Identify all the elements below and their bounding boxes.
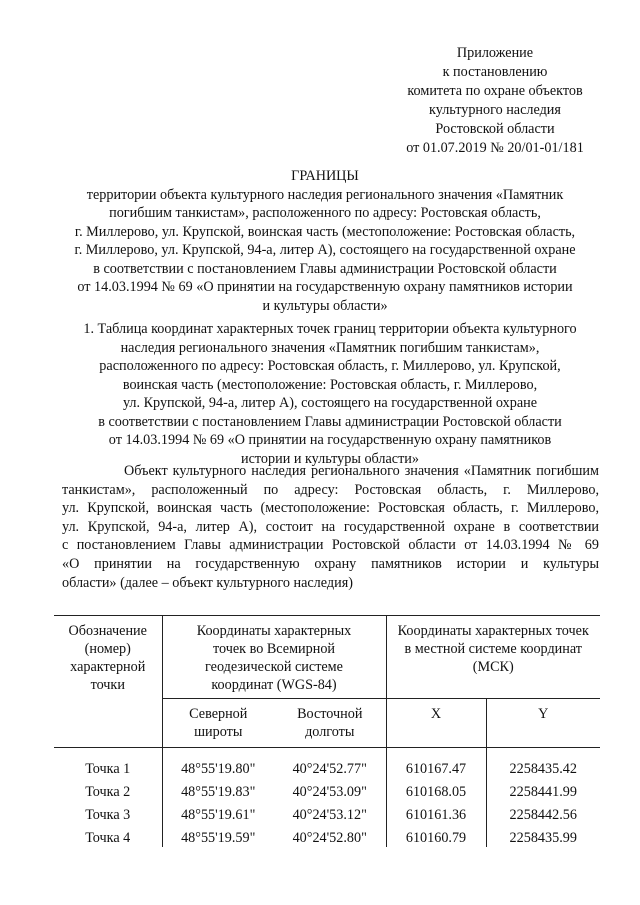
x-cell: 610167.47 bbox=[386, 748, 486, 779]
appendix-line: от 01.07.2019 № 20/01-01/181 bbox=[406, 140, 584, 156]
table-row bbox=[54, 801, 600, 824]
title-line: и культуры области» bbox=[262, 297, 388, 314]
paragraph-line: Объект культурного наследия регионального значения «Памятник погибшим bbox=[124, 463, 599, 479]
paragraph-line: с постановлением Главы администрации Ростовской области от 14.03.1994 № 69 bbox=[62, 537, 599, 554]
paragraph-line: области» (далее – объект культурного наследия) bbox=[62, 574, 353, 591]
table-caption bbox=[50, 320, 610, 468]
x-header: X bbox=[386, 699, 486, 748]
x-cell: 610168.05 bbox=[386, 778, 486, 801]
paragraph-line: ул. Крупской, воинская часть (местоположение: Ростовская область, г. Миллерово, bbox=[62, 500, 599, 517]
point-designation-header: Обозначение (номер) характерной точки bbox=[54, 616, 162, 748]
point-cell: Точка 1 bbox=[54, 748, 162, 779]
latitude-cell: 48°55'19.83" bbox=[162, 778, 274, 801]
caption-line: 1. Таблица координат характерных точек границ территории объекта культурного bbox=[83, 321, 577, 337]
title-line: территории объекта культурного наследия регионального значения «Памятник bbox=[86, 186, 564, 203]
y-cell: 2258441.99 bbox=[486, 778, 600, 801]
caption-line: наследия регионального значения «Памятник погибшим танкистам», bbox=[120, 339, 540, 356]
y-cell: 2258435.42 bbox=[486, 748, 600, 779]
appendix-line: Приложение bbox=[456, 45, 534, 61]
latitude-cell: 48°55'19.61" bbox=[162, 801, 274, 824]
title-line: погибшим танкистам», расположенного по адресу: Ростовская область, bbox=[109, 205, 541, 221]
y-header: Y bbox=[486, 699, 600, 748]
table-header-row bbox=[54, 616, 600, 699]
title-line: г. Миллерово, ул. Крупской, 94-а, литер А), состоящего на государственной охране bbox=[74, 242, 576, 258]
north-latitude-header: Северной широты bbox=[162, 699, 274, 748]
appendix-header bbox=[380, 44, 610, 158]
point-cell: Точка 2 bbox=[85, 784, 131, 800]
title-line: в соответствии с постановлением Главы администрации Ростовской области bbox=[93, 260, 557, 277]
object-description bbox=[62, 462, 599, 592]
appendix-line: комитета по охране объектов bbox=[407, 83, 583, 99]
caption-line: истории и культуры области» bbox=[241, 450, 419, 467]
title-line: г. Миллерово, ул. Крупской, воинская часть (местоположение: Ростовская область, bbox=[74, 223, 576, 240]
longitude-cell: 40°24'52.77" bbox=[274, 748, 386, 779]
x-cell: 610161.36 bbox=[386, 801, 486, 824]
table-row bbox=[54, 824, 600, 847]
latitude-cell: 48°55'19.59" bbox=[162, 824, 274, 847]
title-line: от 14.03.1994 № 69 «О принятии на государственную охрану памятников истории bbox=[77, 279, 573, 295]
caption-line: в соответствии с постановлением Главы администрации Ростовской области bbox=[98, 413, 562, 430]
caption-line: расположенного по адресу: Ростовская область, г. Миллерово, ул. Крупской, bbox=[99, 358, 561, 374]
paragraph-line: ул. Крупской, 94-а, литер А), состоит на государственной охране в соответствии bbox=[62, 518, 599, 535]
appendix-line: к постановлению bbox=[442, 64, 548, 80]
table-row bbox=[54, 778, 600, 801]
wgs84-header: Координаты характерных точек во Всемирной геодезической системе координат (WGS-84) bbox=[162, 616, 386, 699]
document-title bbox=[40, 167, 610, 315]
longitude-cell: 40°24'53.12" bbox=[292, 807, 367, 823]
x-cell: 610160.79 bbox=[386, 824, 486, 847]
coordinates-table bbox=[54, 615, 600, 847]
msk-header: Координаты характерных точек в местной системе координат (МСК) bbox=[386, 616, 600, 699]
paragraph-line: танкистам», расположенный по адресу: Ростовская область, г. Миллерово, bbox=[62, 481, 599, 498]
point-cell: Точка 4 bbox=[85, 830, 131, 846]
y-cell: 2258435.99 bbox=[486, 824, 600, 847]
caption-line: от 14.03.1994 № 69 «О принятии на государственную охрану памятников bbox=[108, 432, 552, 448]
appendix-line: Ростовской области bbox=[435, 121, 555, 137]
caption-line: воинская часть (местоположение: Ростовская область, г. Миллерово, bbox=[122, 376, 538, 393]
y-cell: 2258442.56 bbox=[486, 801, 600, 824]
longitude-cell: 40°24'52.80" bbox=[292, 830, 367, 846]
latitude-cell: 48°55'19.80" bbox=[162, 748, 274, 779]
east-longitude-header: Восточной долготы bbox=[274, 699, 386, 748]
caption-line: ул. Крупской, 94-а, литер А), состоящего на государственной охране bbox=[122, 395, 538, 411]
point-cell: Точка 3 bbox=[85, 807, 131, 823]
title-heading: ГРАНИЦЫ bbox=[291, 168, 359, 184]
appendix-line: культурного наследия bbox=[429, 102, 561, 118]
table-row bbox=[54, 748, 600, 779]
paragraph-line: «О принятии на государственную охрану памятников истории и культуры bbox=[62, 555, 599, 572]
longitude-cell: 40°24'53.09" bbox=[292, 784, 367, 800]
